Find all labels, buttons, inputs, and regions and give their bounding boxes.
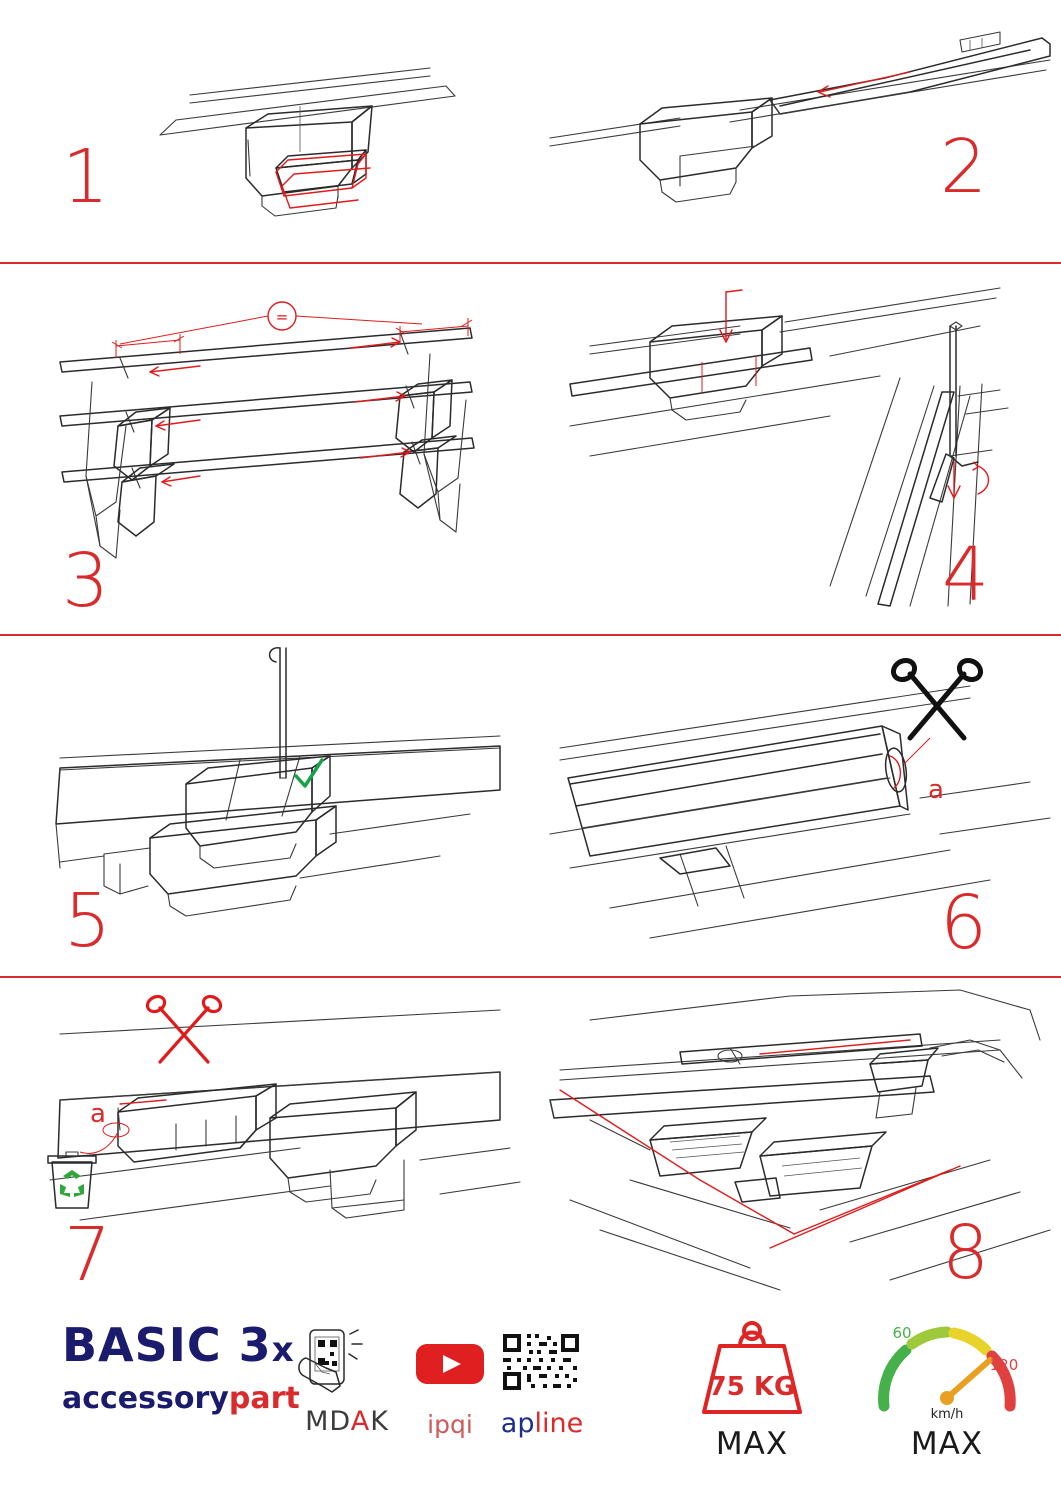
mdak-label-2: A [350,1406,371,1437]
row-divider-2 [0,634,1061,636]
step-number-8: 8 [942,1210,990,1296]
max-load-block [672,1312,832,1462]
step-number-6: 6 [940,880,988,966]
youtube-icon[interactable] [414,1338,486,1388]
max-load-caption: MAX [715,1426,789,1462]
brand-name [62,1381,300,1416]
max-speed-block [862,1310,1032,1462]
speed-unit: km/h [930,1407,964,1422]
row-divider-3 [0,976,1061,978]
row-divider-1 [0,262,1061,264]
step-number-4: 4 [942,532,990,618]
step-number-1: 1 [62,134,110,220]
brand-name-part1: accessory [62,1381,229,1416]
qr-scan-hand-icon [292,1328,402,1398]
step-number-5: 5 [64,878,112,964]
apline-label-1: ap [500,1408,535,1439]
logo-apline [482,1330,602,1439]
logo-mdak-label [292,1406,402,1437]
logo-ipqi-label: ipqi [427,1410,473,1439]
step-number-3: 3 [62,538,110,624]
max-speed-caption: MAX [910,1426,984,1462]
step-number-7: 7 [64,1212,112,1298]
max-load-value: 75 KG [708,1372,796,1402]
mdak-label-3: K [370,1406,389,1437]
product-name [62,1318,300,1372]
part-label-a-6: a [928,775,944,805]
speed-tick-120: 120 [989,1356,1019,1374]
speedometer-icon [862,1310,1032,1422]
apline-label-2: line [534,1408,584,1439]
brand-name-part2: part [228,1381,300,1416]
logo-mdak [292,1328,402,1437]
speed-tick-60: 60 [892,1324,912,1342]
qr-code-icon[interactable] [499,1330,585,1394]
mdak-label-1: MD [305,1406,351,1437]
footer [0,1300,1061,1500]
logo-apline-label [482,1408,602,1439]
product-name-suffix: x [271,1330,295,1370]
brand-block [62,1318,300,1416]
svg-text:=: = [275,308,289,326]
step-1-illustration [0,0,530,262]
weight-icon [672,1312,832,1422]
step-number-2: 2 [940,124,988,210]
product-name-text: BASIC 3 [62,1318,272,1372]
part-label-a-7: a [90,1099,106,1129]
